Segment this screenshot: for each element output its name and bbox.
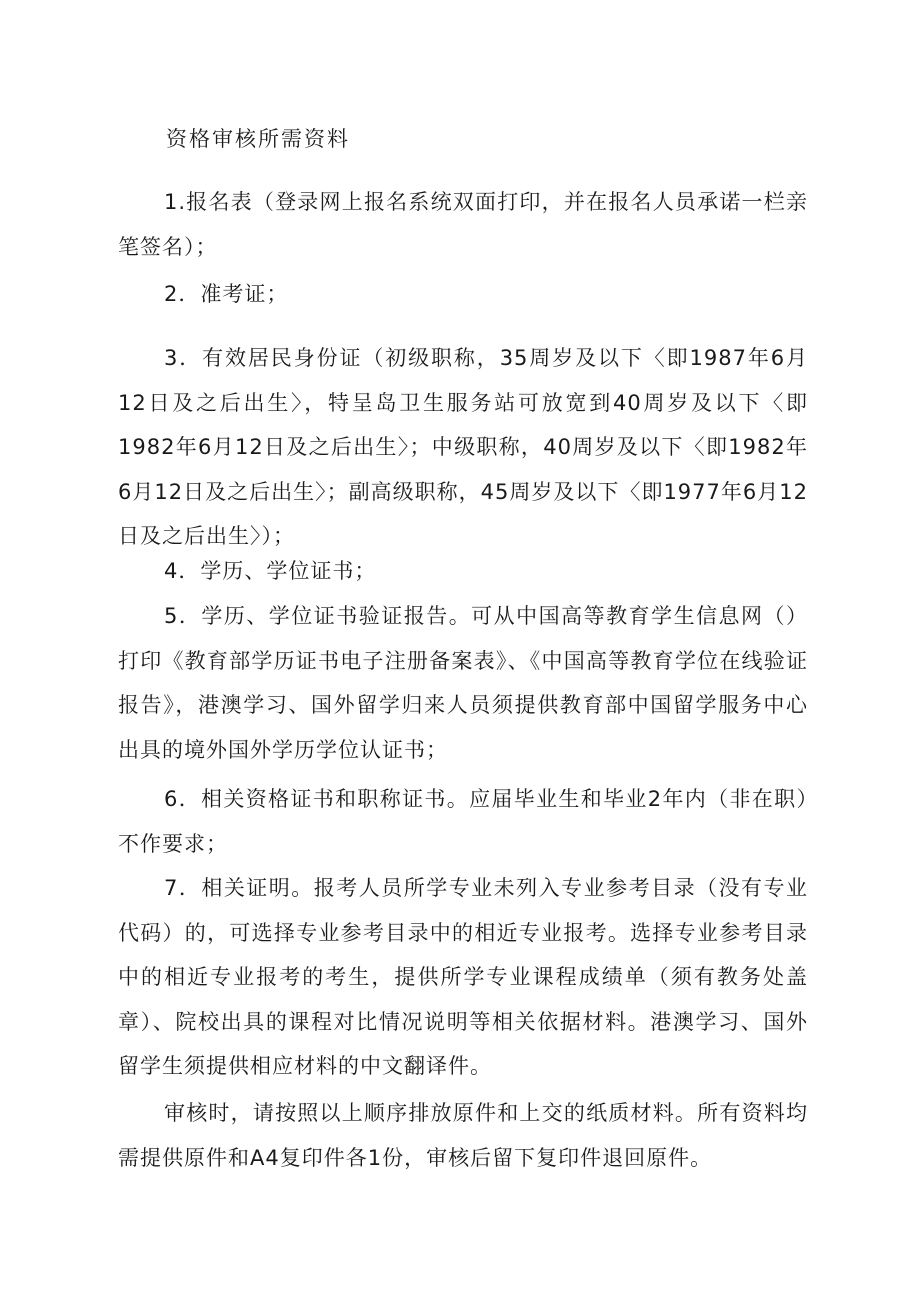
item-1-registration-form: 1.报名表（登录网上报名系统双面打印，并在报名人员承诺一栏亲笔签名）； <box>118 190 808 259</box>
item-2-admission-ticket: 2．准考证； <box>164 282 289 306</box>
item-6-qualification-certificates: 6．相关资格证书和职称证书。应届毕业生和毕业2年内（非在职）不作要求； <box>118 787 808 856</box>
item-3-id-card: 3．有效居民身份证（初级职称，35周岁及以下〈即1987年6月12日及之后出生〉，特呈岛卫生服务站可放宽到40周岁及以下〈即1982年6月12日及之后出生〉；中级职称，40周岁及以下〈即1982年6月12日及之后出生〉；副高级职称，45周岁及以下〈即1977年6月12日及之后出生〉）； <box>118 346 808 548</box>
item-4-degree-certificates: 4．学历、学位证书； <box>164 559 377 583</box>
item-7-relevant-proof: 7．相关证明。报考人员所学专业未列入专业参考目录（没有专业代码）的，可选择专业参考目录中的相近专业报考。选择专业参考目录中的相近专业报考的考生，提供所学专业课程成绩单（须有教务处盖章）、院校出具的课程对比情况说明等相关依据材料。港澳学习、国外留学生须提供相应材料的中文翻译件。 <box>118 876 808 1078</box>
document-title: 资格审核所需资料 <box>166 127 350 151</box>
closing-paragraph: 审核时，请按照以上顺序排放原件和上交的纸质材料。所有资料均需提供原件和A4复印件各1份，审核后留下复印件退回原件。 <box>118 1101 808 1170</box>
item-5-verification-report: 5．学历、学位证书验证报告。可从中国高等教育学生信息网（）打印《教育部学历证书电子注册备案表》、《中国高等教育学位在线验证报告》，港澳学习、国外留学归来人员须提供教育部中国留学服务中心出具的境外国外学历学位认证书； <box>118 604 808 762</box>
